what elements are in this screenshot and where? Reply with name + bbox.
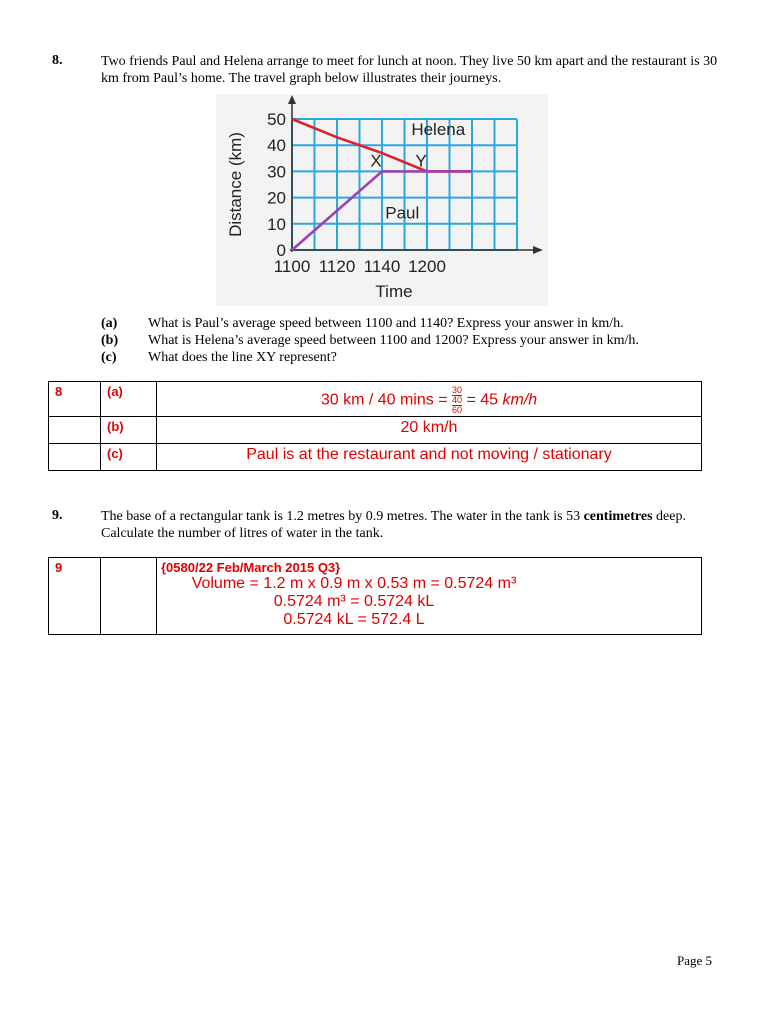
- fraction-denominator: [452, 396, 462, 415]
- series-label-paul: Paul: [385, 203, 420, 223]
- chart-labels: [226, 110, 466, 301]
- x-tick-label: 1120: [318, 257, 356, 276]
- q8-answer-b-label: (b): [101, 417, 157, 444]
- y-tick-label: 50: [267, 110, 286, 129]
- fraction-den-bottom: 60: [452, 405, 463, 415]
- q9-text-part2: deep. Calculate the number of litres of water in the tank.: [101, 509, 686, 541]
- q8-part-c: [101, 349, 337, 366]
- series-label-helena: Helena: [411, 120, 466, 140]
- q9-answer-line-2: 0.5724 m³ = 0.5724 kL: [273, 593, 435, 610]
- fraction-numerator: 30: [452, 385, 463, 395]
- page-number: Page 5: [676, 953, 712, 968]
- y-tick-label: 30: [267, 162, 286, 182]
- q8-part-a: [101, 315, 624, 332]
- q8-part-c-text: What does the line XY represent?: [148, 350, 337, 365]
- q9-answer-row-number: 9: [49, 558, 101, 635]
- q8-part-b: [101, 332, 639, 349]
- q9-answer: [157, 558, 702, 635]
- q8-answer-row-number: 8: [49, 382, 101, 417]
- q8-answer-a-prefix: 30 km / 40 mins =: [320, 391, 452, 409]
- q8-answer-a-unit: km/h: [502, 391, 538, 409]
- q8-part-b-text: What is Helena’s average speed between 1100 and 1200? Express your answer in km/h.: [148, 333, 639, 348]
- y-axis-label: Distance (km): [226, 132, 245, 237]
- q8-answer-c-label: (c): [101, 444, 157, 471]
- x-tick-label: 1140: [363, 257, 401, 276]
- q8-part-c-label: (c): [101, 350, 117, 365]
- q8-part-b-label: (b): [101, 333, 119, 348]
- question-9-number: 9.: [52, 508, 63, 523]
- annotation-x: X: [370, 151, 382, 171]
- fraction-den-top: 40: [452, 395, 463, 405]
- travel-graph: [216, 94, 548, 306]
- x-axis-label: Time: [375, 282, 413, 301]
- question-8-text: Two friends Paul and Helena arrange to meet for lunch at noon. They live 50 km apart and the restaurant is 30 km from Paul’s home. The travel graph below illustrates their journeys.: [101, 54, 718, 86]
- q9-answer-line-1: Volume = 1.2 m x 0.9 m x 0.53 m = 0.5724 m³: [191, 575, 517, 592]
- chart-grid: [292, 119, 517, 250]
- question-9-text: [101, 508, 721, 542]
- x-tick-label: 1100: [273, 257, 311, 276]
- q9-text-bold: centimetres: [583, 509, 653, 524]
- q8-part-a-label: (a): [101, 316, 118, 331]
- question-8-number: 8.: [52, 53, 63, 68]
- y-tick-label: 40: [267, 136, 286, 156]
- y-axis-arrow: [288, 95, 296, 104]
- x-axis-arrow: [533, 246, 543, 254]
- q8-answer-blank-c: [49, 444, 101, 471]
- q8-part-a-text: What is Paul’s average speed between 1100 and 1140? Express your answer in km/h.: [148, 316, 624, 331]
- q8-answer-c: Paul is at the restaurant and not moving / stationary: [157, 444, 702, 471]
- q9-text-part1: The base of a rectangular tank is 1.2 metres by 0.9 metres. The water in the tank is 53: [101, 509, 584, 524]
- q9-answer-table: [48, 557, 702, 635]
- travel-graph-svg: [216, 94, 548, 306]
- y-tick-label: 10: [267, 214, 286, 234]
- q8-answer-table: [48, 381, 702, 471]
- x-tick-label: 1200: [408, 257, 446, 276]
- annotation-y: Y: [415, 151, 427, 171]
- q8-answer-blank-b: [49, 417, 101, 444]
- q9-reference: {0580/22 Feb/March 2015 Q3}: [161, 560, 341, 575]
- y-tick-label: 20: [267, 188, 286, 208]
- q8-answer-b: 20 km/h: [157, 417, 702, 444]
- q9-answer-line-3: 0.5724 kL = 572.4 L: [283, 611, 425, 628]
- q8-answer-a-fraction: [452, 386, 462, 415]
- q8-answer-a-equals: = 45: [462, 391, 503, 409]
- y-tick-label: 0: [276, 241, 286, 260]
- q8-answer-a-label: (a): [101, 382, 157, 417]
- q8-answer-a: [157, 382, 702, 417]
